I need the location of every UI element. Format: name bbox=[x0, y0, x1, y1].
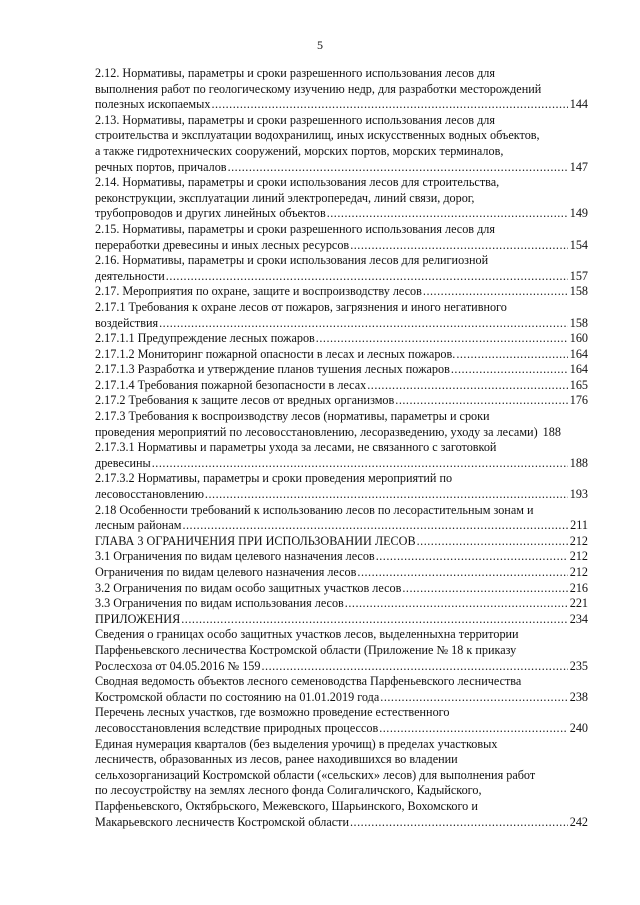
toc-entry-text: Макарьевского лесничеств Костромской области bbox=[95, 814, 349, 829]
toc-page-number: 216 bbox=[569, 580, 588, 595]
toc-entry-text: 2.13. Нормативы, параметры и сроки разрешенного использования лесов для bbox=[95, 112, 495, 127]
toc-entry-text: Парфеньевского лесничества Костромской области (Приложение № 18 к приказу bbox=[95, 642, 517, 657]
toc-page-number: 235 bbox=[569, 658, 588, 673]
toc-entry[interactable] bbox=[95, 596, 588, 612]
toc-entry-text: ПРИЛОЖЕНИЯ bbox=[95, 611, 181, 626]
toc-entry-text: 2.12. Нормативы, параметры и сроки разрешенного использования лесов для bbox=[95, 66, 495, 80]
toc-page-number: 149 bbox=[569, 206, 588, 221]
toc-page-number: 242 bbox=[569, 814, 588, 829]
toc-entry-text: 3.1 Ограничения по видам целевого назначения лесов bbox=[95, 549, 375, 564]
dot-leader bbox=[166, 269, 568, 285]
dot-leader bbox=[402, 581, 567, 597]
toc-entry-text: Перечень лесных участков, где возможно проведение естественного bbox=[95, 705, 450, 720]
toc-page-number: 221 bbox=[569, 596, 588, 611]
toc-page-number: 157 bbox=[569, 268, 588, 283]
toc-entry-text: деятельности bbox=[95, 268, 165, 283]
toc-page-number: 193 bbox=[569, 487, 588, 502]
toc-entry[interactable] bbox=[95, 440, 588, 471]
dot-leader bbox=[228, 160, 568, 176]
toc-entry-text: речных портов, причалов bbox=[95, 159, 227, 174]
toc-entry[interactable] bbox=[95, 362, 588, 378]
toc-entry[interactable] bbox=[95, 612, 588, 628]
toc-entry-text: 2.17.1.4 Требования пожарной безопасности в лесах bbox=[95, 377, 367, 392]
toc-entry-text: 3.2 Ограничения по видам особо защитных участков лесов bbox=[95, 580, 402, 595]
toc-entry[interactable] bbox=[95, 471, 588, 502]
toc-entry[interactable] bbox=[95, 674, 588, 705]
toc-entry-text: 3.3 Ограничения по видам использования лесов bbox=[95, 596, 344, 611]
toc-entry-text: 2.14. Нормативы, параметры и сроки использования лесов для строительства, bbox=[95, 175, 500, 190]
toc-entry-text: Костромской области по состоянию на 01.01.2019 года bbox=[95, 689, 380, 704]
toc-entry[interactable] bbox=[95, 113, 588, 175]
toc-entry-text: 2.17.1.1 Предупреждение лесных пожаров bbox=[95, 331, 315, 346]
toc-page-number: 158 bbox=[569, 284, 588, 299]
dot-leader bbox=[451, 362, 568, 378]
toc-entry-text: строительства и эксплуатации водохранилищ, иных искусственных водных объектов, bbox=[95, 128, 540, 143]
toc-entry-text: 2.17.3.1 Нормативы и параметры ухода за лесами, не связанного с заготовкой bbox=[95, 440, 497, 455]
toc-entry-text: 2.17.3 Требования к воспроизводству лесов (нормативы, параметры и сроки bbox=[95, 409, 490, 424]
toc-page-number: 212 bbox=[569, 533, 588, 548]
toc-entry-text: переработки древесины и иных лесных ресурсов bbox=[95, 237, 350, 252]
toc-page-number: 176 bbox=[569, 393, 588, 408]
toc-page-number: 212 bbox=[569, 565, 588, 579]
toc-page-number: 147 bbox=[569, 159, 588, 174]
dot-leader bbox=[345, 596, 568, 612]
toc-page-number: 144 bbox=[569, 97, 588, 112]
toc-page-number: 160 bbox=[569, 331, 588, 346]
toc-entry-text: Ограничения по видам целевого назначения лесов bbox=[95, 565, 357, 579]
toc-entry[interactable] bbox=[95, 627, 588, 674]
dot-leader bbox=[379, 721, 568, 737]
dot-leader bbox=[261, 659, 567, 675]
toc-page-number: 164 bbox=[569, 362, 588, 377]
toc-entry-text: 2.17. Мероприятия по охране, защите и воспроизводству лесов bbox=[95, 284, 422, 299]
toc-page-number: 188 bbox=[542, 424, 561, 439]
toc-entry-text: ГЛАВА 3 ОГРАНИЧЕНИЯ ПРИ ИСПОЛЬЗОВАНИИ ЛЕСОВ bbox=[95, 533, 416, 548]
dot-leader bbox=[456, 347, 567, 363]
toc-entry[interactable] bbox=[95, 737, 588, 831]
toc-entry[interactable] bbox=[95, 393, 588, 409]
toc-entry[interactable] bbox=[95, 253, 588, 284]
toc-entry-text: 2.15. Нормативы, параметры и сроки разрешенного использования лесов для bbox=[95, 221, 495, 236]
toc-entry-text: а также гидротехнических сооружений, морских портов, морских терминалов, bbox=[95, 143, 504, 158]
toc-page-number: 238 bbox=[569, 689, 588, 704]
dot-leader bbox=[395, 393, 567, 409]
toc-entry[interactable] bbox=[95, 549, 588, 565]
toc-entry[interactable] bbox=[95, 705, 588, 736]
dot-leader bbox=[367, 378, 568, 394]
dot-leader bbox=[182, 518, 568, 534]
toc-entry[interactable] bbox=[95, 66, 588, 113]
toc-entry-text: лесным районам bbox=[95, 518, 182, 533]
toc-entry-text: трубопроводов и других линейных объектов bbox=[95, 206, 326, 221]
toc-entry-text: по лесоустройству на землях лесного фонда Солигаличского, Кадыйского, bbox=[95, 783, 482, 798]
toc-entry[interactable] bbox=[95, 534, 588, 550]
toc-entry[interactable] bbox=[95, 409, 588, 440]
dot-leader bbox=[181, 612, 567, 628]
dot-leader bbox=[159, 316, 568, 332]
toc-entry-text: выполнения работ по геологическому изучению недр, для разработки месторождений bbox=[95, 81, 542, 96]
toc-entry[interactable] bbox=[95, 331, 588, 347]
toc-entry-text: 2.17.1.3 Разработка и утверждение планов тушения лесных пожаров bbox=[95, 362, 450, 377]
toc-entry-text: проведения мероприятий по лесовосстановлению, лесоразведению, уходу за лесами) bbox=[95, 424, 538, 439]
toc-page-number: 158 bbox=[569, 315, 588, 330]
toc-page-number: 154 bbox=[569, 237, 588, 252]
toc-page-number: 164 bbox=[569, 346, 588, 361]
toc-entry[interactable] bbox=[95, 222, 588, 253]
toc-entry-text: 2.17.3.2 Нормативы, параметры и сроки проведения мероприятий по bbox=[95, 471, 453, 486]
toc-page-number: 211 bbox=[570, 518, 588, 533]
toc-entry[interactable] bbox=[95, 565, 588, 581]
dot-leader bbox=[205, 487, 568, 503]
toc-entry-text: 2.18 Особенности требований к использованию лесов по лесорастительным зонам и bbox=[95, 502, 534, 517]
toc-entry-text: сельхозорганизаций Костромской области («сельских» лесов) для выполнения работ bbox=[95, 767, 536, 782]
toc-entry-text: Парфеньевского, Октябрьского, Межевского, Шарьинского, Вохомского и bbox=[95, 798, 478, 813]
toc-entry[interactable] bbox=[95, 347, 588, 363]
toc-entry[interactable] bbox=[95, 175, 588, 222]
dot-leader bbox=[357, 565, 567, 581]
toc-entry-text: полезных ископаемых bbox=[95, 97, 211, 112]
dot-leader bbox=[211, 97, 567, 113]
dot-leader bbox=[327, 206, 568, 222]
toc-entry-text: воздействия bbox=[95, 315, 159, 330]
toc-entry-text: 2.16. Нормативы, параметры и сроки использования лесов для религиозной bbox=[95, 253, 489, 268]
dot-leader bbox=[316, 331, 568, 347]
toc-entry[interactable] bbox=[95, 378, 588, 394]
dot-leader bbox=[350, 815, 568, 831]
toc-page-number: 212 bbox=[569, 549, 588, 564]
toc-entry[interactable] bbox=[95, 300, 588, 331]
dot-leader bbox=[350, 238, 568, 254]
toc-entry-text: 2.17.2 Требования к защите лесов от вредных организмов bbox=[95, 393, 395, 408]
dot-leader bbox=[423, 284, 568, 300]
toc-entry-text: древесины bbox=[95, 455, 151, 470]
toc-entry-text: реконструкции, эксплуатации линий электропередач, линий связи, дорог, bbox=[95, 190, 475, 205]
toc-entry-text: Сводная ведомость объектов лесного семеноводства Парфеньевского лесничества bbox=[95, 674, 522, 689]
toc-entry[interactable] bbox=[95, 581, 588, 597]
toc-page-number: 188 bbox=[569, 455, 588, 470]
toc-entry-text: лесовосстановления вследствие природных процессов bbox=[95, 720, 379, 735]
toc-entry-text: Сведения о границах особо защитных участков лесов, выделенныхна территории bbox=[95, 627, 519, 642]
toc-entry-text: лесничеств, образованных из лесов, ранее находившихся во владении bbox=[95, 752, 458, 767]
toc-entry-text: лесовосстановлению bbox=[95, 487, 204, 502]
toc-entry-text: Единая нумерация кварталов (без выделения урочищ) в пределах участковых bbox=[95, 736, 498, 751]
toc-page-number: 234 bbox=[569, 611, 588, 626]
dot-leader bbox=[380, 690, 567, 706]
toc-page-number: 240 bbox=[569, 720, 588, 735]
page-number: 5 bbox=[317, 38, 323, 52]
dot-leader bbox=[152, 456, 568, 472]
toc-entry-text: Рослесхоза от 04.05.2016 № 159 bbox=[95, 658, 261, 673]
toc-entry[interactable] bbox=[95, 503, 588, 534]
dot-leader bbox=[376, 549, 568, 565]
toc-entry[interactable] bbox=[95, 284, 588, 300]
toc-page-number: 165 bbox=[569, 377, 588, 392]
table-of-contents bbox=[95, 66, 588, 830]
toc-entry-text: 2.17.1 Требования к охране лесов от пожаров, загрязнения и иного негативного bbox=[95, 299, 507, 314]
dot-leader bbox=[417, 534, 568, 550]
toc-entry-text: 2.17.1.2 Мониторинг пожарной опасности в лесах и лесных пожаров. bbox=[95, 346, 456, 361]
